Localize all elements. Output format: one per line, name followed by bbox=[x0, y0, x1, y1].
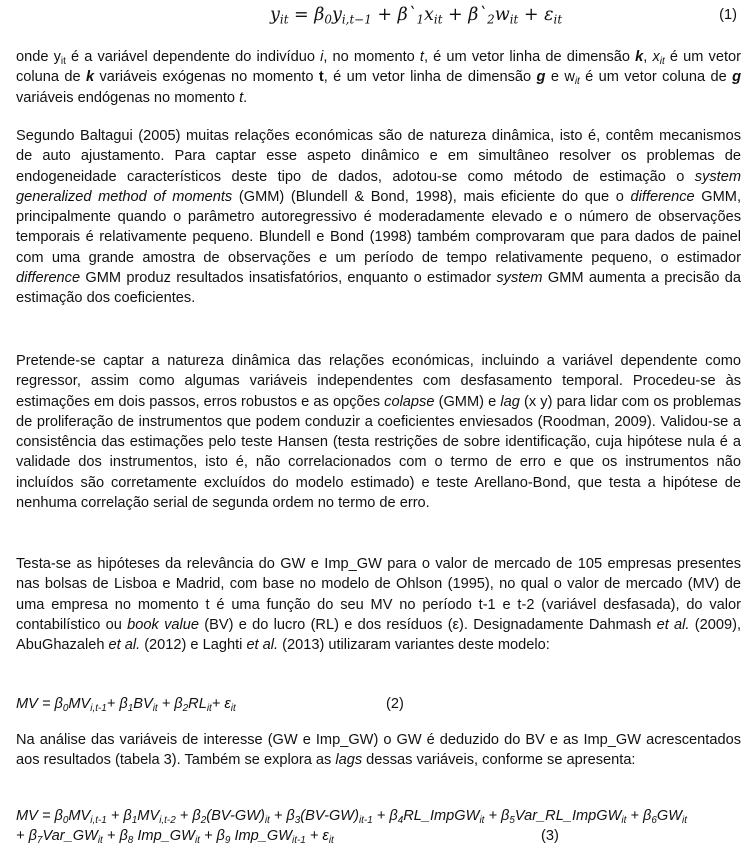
equation-2-number: (2) bbox=[386, 696, 404, 712]
paragraph-estimation: Pretende-se captar a natureza dinâmica das relações económicas, incluindo a variável dependente como regressor, assim como algumas variáveis independentes com desfasamento temporal. Procedeu-se às estimações em dois passos, erros robustos e as opções colapse (GMM) e lag (x y) para lidar com os problemas de proliferação de instrumentos que podem conduzir a coeficientes enviesados (Roodman, 2009). Validou-se a consistência das estimações pelo teste Hansen (testa restrições de sobre identificação, cuja hipótese nula é a validade dos instrumentos, isto é, não correlacionados com o termo de erro e que os instrumentos não incluídos são corretamente excluídos do modelo estimado) e teste Arellano-Bond, que testa a hipótese de nenhuma correlação serial de segunda ordem no termo de erro. bbox=[16, 353, 742, 512]
paragraph-variables: Na análise das variáveis de interesse (GW e Imp_GW) o GW é deduzido do BV e as Imp_GW acrescentados aos resultados (tabela 3). Também se explora as lags dessas variáveis, conforme se apresenta: bbox=[16, 732, 741, 769]
equation-1-number: (1) bbox=[719, 7, 737, 23]
paragraph-hypotheses: Testa-se as hipóteses da relevância do GW e Imp_GW para o valor de mercado de 105 empresas presentes nas bolsas de Lisboa e Madrid, com base no modelo de Ohlson (1995), no qual o valor de mercado (MV) de uma empresa no momento t é uma função do seu MV no período t-1 e t-2 (variável desfasada), do valor contabilístico ou book value (BV) e do lucro (RL) e dos resíduos (ε). Designadamente Dahmash et al. (2009), AbuGhazaleh et al. (2012) e Laghti et al. (2013) utilizaram variantes deste modelo: bbox=[16, 556, 742, 654]
equation-3-line-1: MV = $\beta_0MV_{i,t-1} + \beta_1MV_{i,t-2} + \beta_2(BV-GW)_{it} + \beta_3(BV-GW)_{it-1}$ + $\beta_4RL\_ImpGW_{it}$ + $\beta_5Var\_RL\_ImpGW_{it} + \beta_6GW_{it}$ bbox=[16, 808, 687, 826]
equation-3-number: (3) bbox=[541, 828, 559, 844]
equation-1-body: $y_{it} = \beta_0y_{i,t-1}$ + $\beta`_1x_{it}$ + $\beta`_2w_{it} + \varepsilon_{it}$ bbox=[270, 5, 563, 27]
equation-2: MV = $\beta_0MV_{i,t-1}+ \beta_1BV_{it} + \beta_2RL_{it}+ \varepsilon_{it}$ (2) bbox=[16, 696, 404, 714]
equation-3-line-2: + $\beta_7Var\_GW_{it} + \beta_8$ $Imp\_GW_{it} + \beta_9$ $Imp\_GW_{it-1} + \varepsilon_{it}$ (3) bbox=[16, 828, 559, 846]
paragraph-definitions: onde $y_{it}$ é a variável dependente do indivíduo i, no momento t, é um vetor linha de dimensão k, $x_{it}$ é um vetor coluna de k variáveis exógenas no momento t, é um vetor linha de dimensão g e $w_{it}$ é um vetor coluna de g variáveis endógenas no momento t. bbox=[16, 49, 741, 106]
equation-1 bbox=[16, 2, 741, 32]
paragraph-gmm-method: Segundo Baltagui (2005) muitas relações económicas são de natureza dinâmica, isto é, contêm mecanismos de auto ajustamento. Para captar esse aspeto dinâmico e em simultâneo resolver os problemas de endogeneidade característicos deste tipo de dados, adotou-se como método de estimação o system generalized method of moments (GMM) (Blundell & Bond, 1998), mais eficiente do que o difference GMM, principalmente quando o parâmetro autoregressivo é moderadamente elevado e o número de observações temporais é relativamente pequeno. Blundell e Bond (1998) também comprovaram que para dados de painel com uma grande amostra de observações e um período de tempo relativamente pequeno, o estimador difference GMM produz resultados insatisfatórios, enquanto o estimador system GMM aumenta a precisão da estimação dos coeficientes. bbox=[16, 128, 741, 307]
